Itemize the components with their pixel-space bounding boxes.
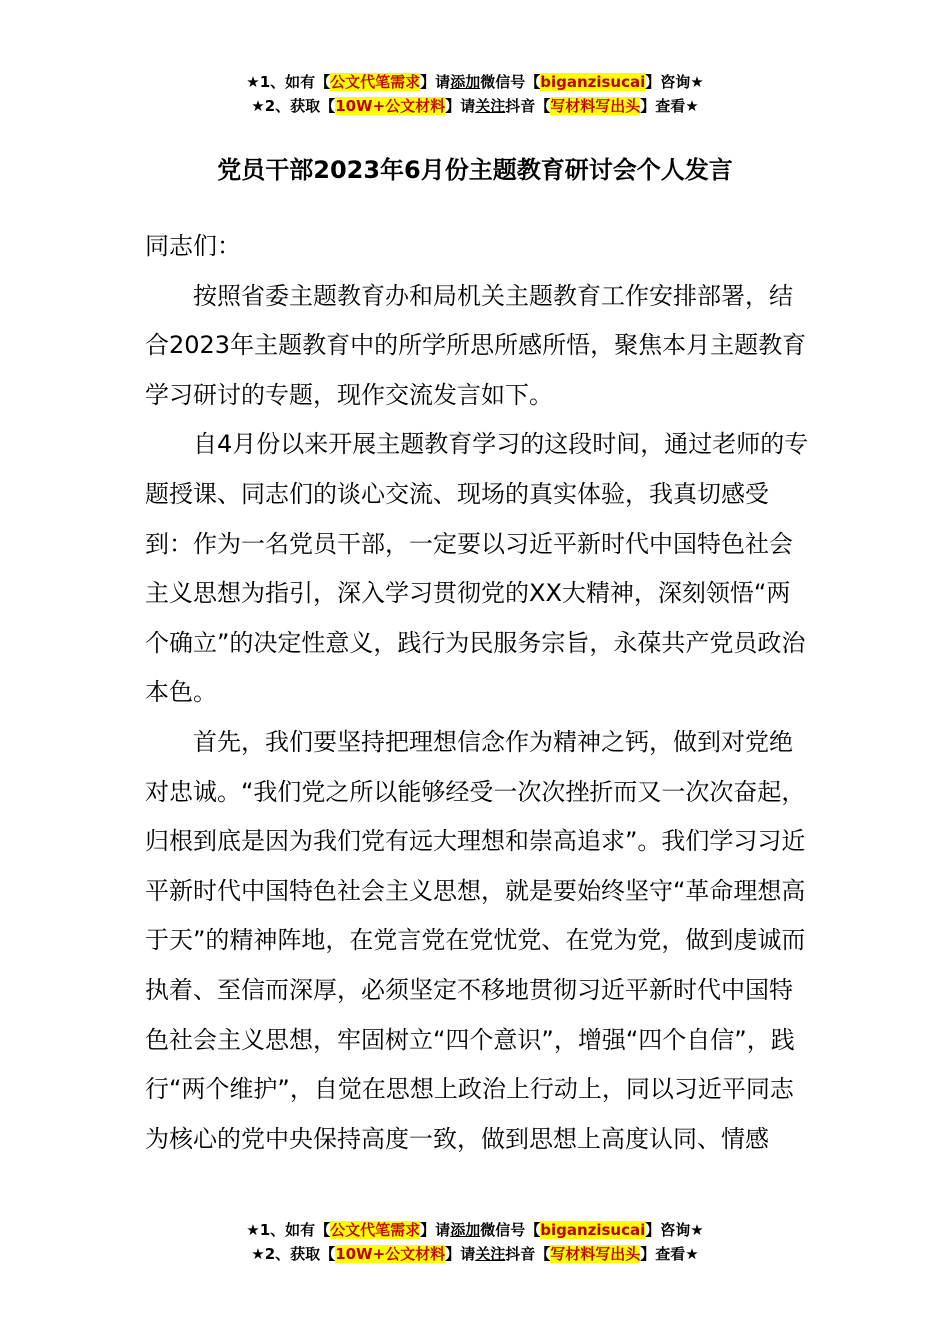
promo-text: 】咨询★: [645, 1221, 704, 1239]
promo-text: ★2、获取【: [251, 97, 336, 115]
promo-text: 】请: [420, 73, 451, 91]
promo-text: 】查看★: [640, 1245, 699, 1263]
promo-text: 】请: [445, 1245, 476, 1263]
document-body: [145, 222, 813, 1164]
promo-highlight: 公文代笔需求: [330, 1221, 421, 1239]
promo-text: 抖音【: [505, 97, 551, 115]
body-paragraph: 按照省委主题教育办和局机关主题教育工作安排部署，结合2023年主题教育中的所学所思所感所悟，聚焦本月主题教育学习研讨的专题，现作交流发言如下。: [145, 281, 807, 409]
promo-highlight: 10W+公文材料: [335, 1245, 446, 1263]
body-paragraph: 首先，我们要坚持把理想信念作为精神之钙，做到对党绝对忠诚。“我们党之所以能够经受一次次挫折而又一次次奋起，归根到底是因为我们党有远大理想和崇高追求”。我们学习习近平新时代中国特色社会主义思想，就是要始终坚守“革命理想高于天”的精神阵地，在党言党在党忧党、在党为党，做到虔诚而执着、至信而深厚，必须坚定不移地贯彻习近平新时代中国特色社会主义思想，牢固树立“四个意识”，增强“四个自信”，践行“两个维护”，自觉在思想上政治上行动上，同以习近平同志为核心的党中央保持高度一致，做到思想上高度认同、情感: [145, 727, 806, 1153]
document-title: 党员干部2023年6月份主题教育研讨会个人发言: [217, 156, 733, 184]
promo-text: 抖音【: [505, 1245, 551, 1263]
promo-text: 微信号【: [480, 1221, 541, 1239]
promo-underline: 关注: [475, 1245, 506, 1263]
promo-line-2: [0, 1242, 950, 1266]
promo-text: ★1、如有【: [246, 73, 331, 91]
promo-underline: 添加: [450, 73, 481, 91]
promo-line-1: [0, 1218, 950, 1242]
body-paragraph: 自4月份以来开展主题教育学习的这段时间，通过老师的专题授课、同志们的谈心交流、现场的真实体验，我真切感受到：作为一名党员干部，一定要以习近平新时代中国特色社会主义思想为指引，深入学习贯彻党的XX大精神，深刻领悟“两个确立”的决定性意义，践行为民服务宗旨，永葆共产党员政治本色。: [145, 430, 809, 707]
promo-highlight: 写材料写出头: [550, 1245, 641, 1263]
promo-text: 】查看★: [640, 97, 699, 115]
promo-underline: 关注: [475, 97, 506, 115]
promo-text: 】咨询★: [645, 73, 704, 91]
promo-highlight: 10W+公文材料: [335, 97, 446, 115]
promo-text: 】请: [445, 97, 476, 115]
promo-text: ★1、如有【: [246, 1221, 331, 1239]
promo-underline: 添加: [450, 1221, 481, 1239]
promo-text: ★2、获取【: [251, 1245, 336, 1263]
promo-line-2: [0, 94, 950, 118]
promo-highlight: biganzisucai: [540, 73, 646, 91]
promo-highlight: 写材料写出头: [550, 97, 641, 115]
promo-highlight: biganzisucai: [540, 1221, 646, 1239]
promo-text: 】请: [420, 1221, 451, 1239]
promo-highlight: 公文代笔需求: [330, 73, 421, 91]
promo-banner-top: [0, 70, 950, 118]
salutation: 同志们：: [145, 232, 241, 260]
promo-line-1: [0, 70, 950, 94]
promo-banner-bottom: [0, 1218, 950, 1266]
promo-text: 微信号【: [480, 73, 541, 91]
